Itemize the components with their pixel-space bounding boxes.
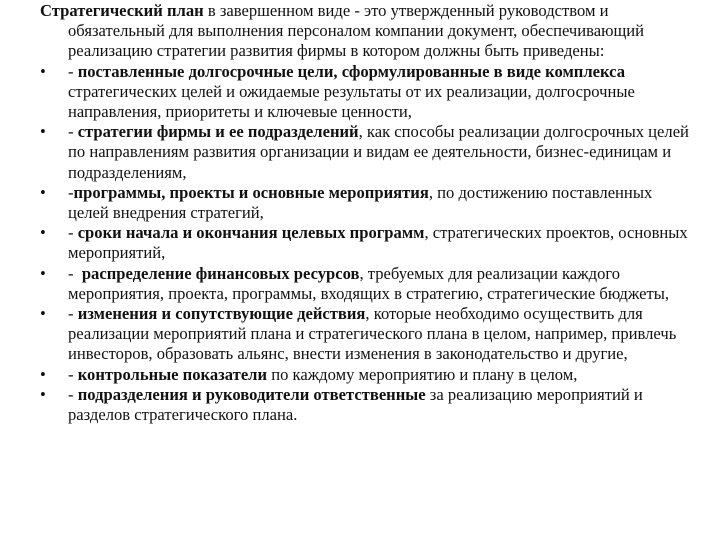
item-text: , которые необходимо осуществить для реализации мероприятий плана и стратегического плана в целом, например, привлечь инвесторов, образовать альянс, внести изменения в законодательство и другие,: [68, 304, 677, 364]
intro-paragraph: [40, 1, 690, 62]
item-bold: подразделения и руководители ответственные: [77, 384, 426, 404]
list-item: [40, 183, 690, 223]
item-prefix: -: [68, 384, 78, 404]
list-item: [40, 223, 690, 263]
bullet-icon: •: [40, 61, 46, 81]
bullet-icon: •: [40, 364, 46, 384]
item-prefix: -: [68, 263, 82, 283]
item-prefix: -: [68, 364, 78, 384]
bullet-icon: •: [40, 182, 46, 202]
requirements-list: [40, 62, 690, 426]
item-text: за реализацию мероприятий и разделов стратегического плана.: [68, 384, 643, 425]
text-body: [40, 1, 690, 425]
item-bold: стратегии фирмы и ее подразделений: [77, 122, 359, 142]
item-bold: изменения и сопутствующие действия: [77, 304, 366, 324]
item-prefix: -: [68, 61, 78, 81]
bullet-icon: •: [40, 263, 46, 283]
bullet-icon: •: [40, 122, 46, 142]
item-prefix: -: [68, 122, 78, 142]
list-item: [40, 122, 690, 183]
item-bold: программы, проекты и основные мероприятия: [73, 182, 429, 202]
item-text: , как способы реализации долгосрочных целей по направлениям развития организации и видам ее деятельности, бизнес-единицам и подразделениям,: [68, 122, 689, 182]
list-item: [40, 62, 690, 123]
bullet-icon: •: [40, 223, 46, 243]
item-text: по каждому мероприятию и плану в целом,: [267, 364, 578, 384]
bullet-icon: •: [40, 384, 46, 404]
bullet-icon: •: [40, 304, 46, 324]
item-bold: распределение финансовых ресурсов: [81, 263, 360, 283]
item-text: стратегических целей и ожидаемые результаты от их реализации, долгосрочные направления, приоритеты и ключевые ценности,: [68, 81, 635, 122]
item-prefix: -: [68, 304, 78, 324]
intro-bold: Стратегический план: [40, 1, 204, 20]
item-prefix: -: [68, 182, 74, 202]
list-item: [40, 304, 690, 365]
list-item: [40, 264, 690, 304]
list-item: [40, 385, 690, 425]
item-bold: поставленные долгосрочные цели, сформулированные в виде комплекса: [77, 61, 626, 81]
item-text: , по достижению поставленных целей внедрения стратегий,: [68, 182, 653, 223]
intro-text: в завершенном виде - это утвержденный руководством и обязательный для выполнения персоналом компании документ, обеспечивающий реализацию стратегии развития фирмы в котором должны быть приведены:: [68, 1, 645, 61]
list-item: [40, 365, 690, 385]
item-bold: контрольные показатели: [77, 364, 268, 384]
item-prefix: -: [68, 223, 78, 243]
item-bold: сроки начала и окончания целевых программ: [77, 223, 425, 243]
item-text: , стратегических проектов, основных мероприятий,: [68, 223, 688, 263]
item-text: , требуемых для реализации каждого мероприятия, проекта, программы, входящих в стратегию, стратегические бюджеты,: [68, 263, 670, 303]
